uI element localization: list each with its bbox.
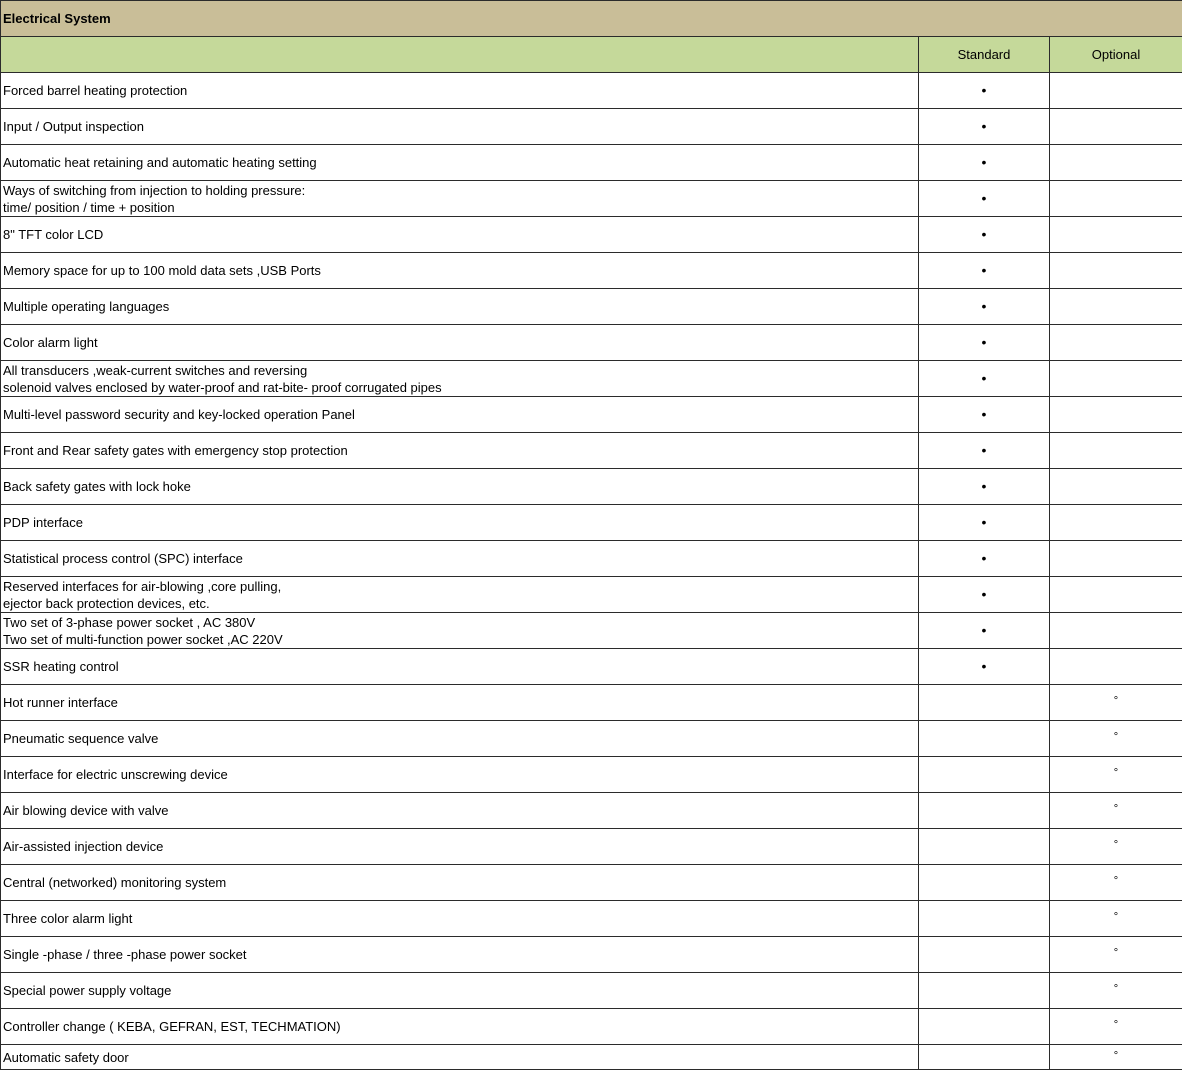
feature-label: Multi-level password security and key-locked operation Panel	[3, 407, 355, 422]
table-title-row	[1, 1, 1182, 37]
feature-label: Controller change ( KEBA, GEFRAN, EST, TECHMATION)	[3, 1019, 341, 1034]
optional-circle-icon: °	[1113, 911, 1119, 923]
standard-bullet-icon: •	[981, 154, 987, 170]
table-row	[1, 361, 1182, 397]
table-row	[1, 757, 1182, 793]
optional-cell	[1050, 181, 1182, 217]
optional-cell	[1050, 829, 1182, 865]
standard-bullet-icon: •	[981, 298, 987, 314]
table-row	[1, 1009, 1182, 1045]
feature-label: Central (networked) monitoring system	[3, 875, 227, 890]
optional-cell	[1050, 217, 1182, 253]
feature-cell	[1, 181, 919, 217]
feature-label: Special power supply voltage	[3, 983, 172, 998]
standard-cell	[919, 937, 1050, 973]
optional-cell	[1050, 109, 1182, 145]
standard-cell	[919, 865, 1050, 901]
feature-cell	[1, 973, 919, 1009]
optional-cell	[1050, 1045, 1182, 1070]
table-row	[1, 901, 1182, 937]
standard-cell	[919, 433, 1050, 469]
table-row	[1, 145, 1182, 181]
optional-cell	[1050, 73, 1182, 109]
standard-cell	[919, 973, 1050, 1009]
optional-cell	[1050, 685, 1182, 721]
feature-cell	[1, 937, 919, 973]
table-row	[1, 469, 1182, 505]
optional-circle-icon: °	[1113, 803, 1119, 815]
optional-cell	[1050, 649, 1182, 685]
standard-bullet-icon: •	[981, 550, 987, 566]
optional-cell	[1050, 145, 1182, 181]
table-row	[1, 325, 1182, 361]
standard-bullet-icon: •	[981, 514, 987, 530]
optional-cell	[1050, 433, 1182, 469]
standard-cell	[919, 577, 1050, 613]
standard-cell	[919, 181, 1050, 217]
feature-label: Input / Output inspection	[3, 119, 144, 134]
optional-column-header: Optional	[1050, 37, 1182, 73]
table-row	[1, 793, 1182, 829]
feature-label: Memory space for up to 100 mold data sets ,USB Ports	[3, 263, 321, 278]
feature-cell	[1, 721, 919, 757]
feature-label: Reserved interfaces for air-blowing ,core pulling, ejector back protection devices, etc.	[3, 578, 282, 611]
feature-label: PDP interface	[3, 515, 83, 530]
standard-cell	[919, 685, 1050, 721]
table-title: Electrical System	[1, 1, 1182, 37]
feature-label: Ways of switching from injection to holding pressure: time/ position / time + position	[3, 182, 306, 215]
feature-cell	[1, 685, 919, 721]
optional-circle-icon: °	[1113, 839, 1119, 851]
standard-bullet-icon: •	[981, 478, 987, 494]
feature-cell	[1, 577, 919, 613]
table-row	[1, 505, 1182, 541]
table-row	[1, 289, 1182, 325]
table-body	[1, 1, 1182, 1070]
standard-cell	[919, 217, 1050, 253]
feature-label: Air blowing device with valve	[3, 803, 169, 818]
optional-cell	[1050, 289, 1182, 325]
optional-circle-icon: °	[1113, 767, 1119, 779]
standard-cell	[919, 505, 1050, 541]
feature-cell	[1, 901, 919, 937]
feature-label: Front and Rear safety gates with emergency stop protection	[3, 443, 348, 458]
standard-cell	[919, 1045, 1050, 1070]
standard-cell	[919, 757, 1050, 793]
standard-cell	[919, 1009, 1050, 1045]
standard-column-header: Standard	[919, 37, 1050, 73]
optional-cell	[1050, 505, 1182, 541]
feature-label: Single -phase / three -phase power socket	[3, 947, 247, 962]
standard-bullet-icon: •	[981, 118, 987, 134]
feature-cell	[1, 73, 919, 109]
table-row	[1, 433, 1182, 469]
standard-bullet-icon: •	[981, 82, 987, 98]
feature-cell	[1, 397, 919, 433]
feature-cell	[1, 325, 919, 361]
optional-cell	[1050, 1009, 1182, 1045]
feature-cell	[1, 1009, 919, 1045]
standard-cell	[919, 793, 1050, 829]
optional-cell	[1050, 901, 1182, 937]
standard-cell	[919, 325, 1050, 361]
standard-bullet-icon: •	[981, 190, 987, 206]
standard-cell	[919, 73, 1050, 109]
feature-label: Automatic heat retaining and automatic heating setting	[3, 155, 317, 170]
feature-cell	[1, 793, 919, 829]
optional-cell	[1050, 757, 1182, 793]
feature-label: Two set of 3-phase power socket , AC 380V Two set of multi-function power socket ,AC 220V	[3, 614, 283, 647]
feature-label: All transducers ,weak-current switches and reversing solenoid valves enclosed by water-proof and rat-bite- proof corrugated pipes	[3, 362, 442, 395]
table-row	[1, 829, 1182, 865]
standard-bullet-icon: •	[981, 658, 987, 674]
standard-cell	[919, 145, 1050, 181]
standard-cell	[919, 109, 1050, 145]
table-row	[1, 577, 1182, 613]
feature-label: Forced barrel heating protection	[3, 83, 188, 98]
optional-cell	[1050, 361, 1182, 397]
optional-cell	[1050, 937, 1182, 973]
feature-cell	[1, 433, 919, 469]
optional-cell	[1050, 793, 1182, 829]
optional-circle-icon: °	[1113, 1049, 1119, 1062]
feature-label: Color alarm light	[3, 335, 98, 350]
feature-cell	[1, 649, 919, 685]
standard-cell	[919, 541, 1050, 577]
standard-bullet-icon: •	[981, 226, 987, 242]
standard-cell	[919, 613, 1050, 649]
standard-bullet-icon: •	[981, 370, 987, 386]
feature-label: Three color alarm light	[3, 911, 133, 926]
standard-cell	[919, 829, 1050, 865]
table-row	[1, 613, 1182, 649]
table-row	[1, 865, 1182, 901]
standard-cell	[919, 649, 1050, 685]
feature-cell	[1, 109, 919, 145]
feature-cell	[1, 1045, 919, 1070]
feature-cell	[1, 145, 919, 181]
optional-cell	[1050, 577, 1182, 613]
optional-circle-icon: °	[1113, 695, 1119, 707]
optional-cell	[1050, 865, 1182, 901]
feature-cell	[1, 865, 919, 901]
table-row	[1, 73, 1182, 109]
table-row	[1, 109, 1182, 145]
standard-cell	[919, 289, 1050, 325]
optional-circle-icon: °	[1113, 983, 1119, 995]
optional-cell	[1050, 721, 1182, 757]
optional-circle-icon: °	[1113, 731, 1119, 743]
feature-cell	[1, 613, 919, 649]
standard-bullet-icon: •	[981, 442, 987, 458]
feature-label: Multiple operating languages	[3, 299, 170, 314]
table-row	[1, 181, 1182, 217]
optional-cell	[1050, 469, 1182, 505]
table-row	[1, 1045, 1182, 1070]
feature-label: SSR heating control	[3, 659, 119, 674]
optional-circle-icon: °	[1113, 1019, 1119, 1031]
feature-cell	[1, 757, 919, 793]
standard-bullet-icon: •	[981, 406, 987, 422]
feature-cell	[1, 829, 919, 865]
feature-column-header	[1, 37, 919, 73]
table-row	[1, 649, 1182, 685]
table-row	[1, 721, 1182, 757]
optional-cell	[1050, 973, 1182, 1009]
feature-label: Statistical process control (SPC) interface	[3, 551, 243, 566]
feature-label: 8" TFT color LCD	[3, 227, 104, 242]
feature-cell	[1, 217, 919, 253]
optional-cell	[1050, 397, 1182, 433]
standard-cell	[919, 397, 1050, 433]
standard-bullet-icon: •	[981, 262, 987, 278]
standard-cell	[919, 253, 1050, 289]
table-row	[1, 397, 1182, 433]
table-row	[1, 217, 1182, 253]
standard-cell	[919, 361, 1050, 397]
feature-label: Hot runner interface	[3, 695, 118, 710]
optional-circle-icon: °	[1113, 947, 1119, 959]
feature-cell	[1, 505, 919, 541]
feature-label: Interface for electric unscrewing device	[3, 767, 228, 782]
column-header-row	[1, 37, 1182, 73]
standard-bullet-icon: •	[981, 334, 987, 350]
table-row	[1, 937, 1182, 973]
feature-label: Back safety gates with lock hoke	[3, 479, 191, 494]
feature-label: Air-assisted injection device	[3, 839, 164, 854]
feature-label: Pneumatic sequence valve	[3, 731, 159, 746]
table-row	[1, 685, 1182, 721]
table-row	[1, 541, 1182, 577]
feature-cell	[1, 253, 919, 289]
standard-cell	[919, 721, 1050, 757]
optional-cell	[1050, 541, 1182, 577]
feature-cell	[1, 541, 919, 577]
standard-bullet-icon: •	[981, 622, 987, 638]
optional-cell	[1050, 253, 1182, 289]
standard-cell	[919, 469, 1050, 505]
standard-bullet-icon: •	[981, 586, 987, 602]
table-row	[1, 253, 1182, 289]
feature-label: Automatic safety door	[3, 1049, 129, 1065]
feature-cell	[1, 361, 919, 397]
optional-cell	[1050, 325, 1182, 361]
optional-cell	[1050, 613, 1182, 649]
standard-cell	[919, 901, 1050, 937]
table-row	[1, 973, 1182, 1009]
feature-cell	[1, 469, 919, 505]
feature-cell	[1, 289, 919, 325]
optional-circle-icon: °	[1113, 875, 1119, 887]
